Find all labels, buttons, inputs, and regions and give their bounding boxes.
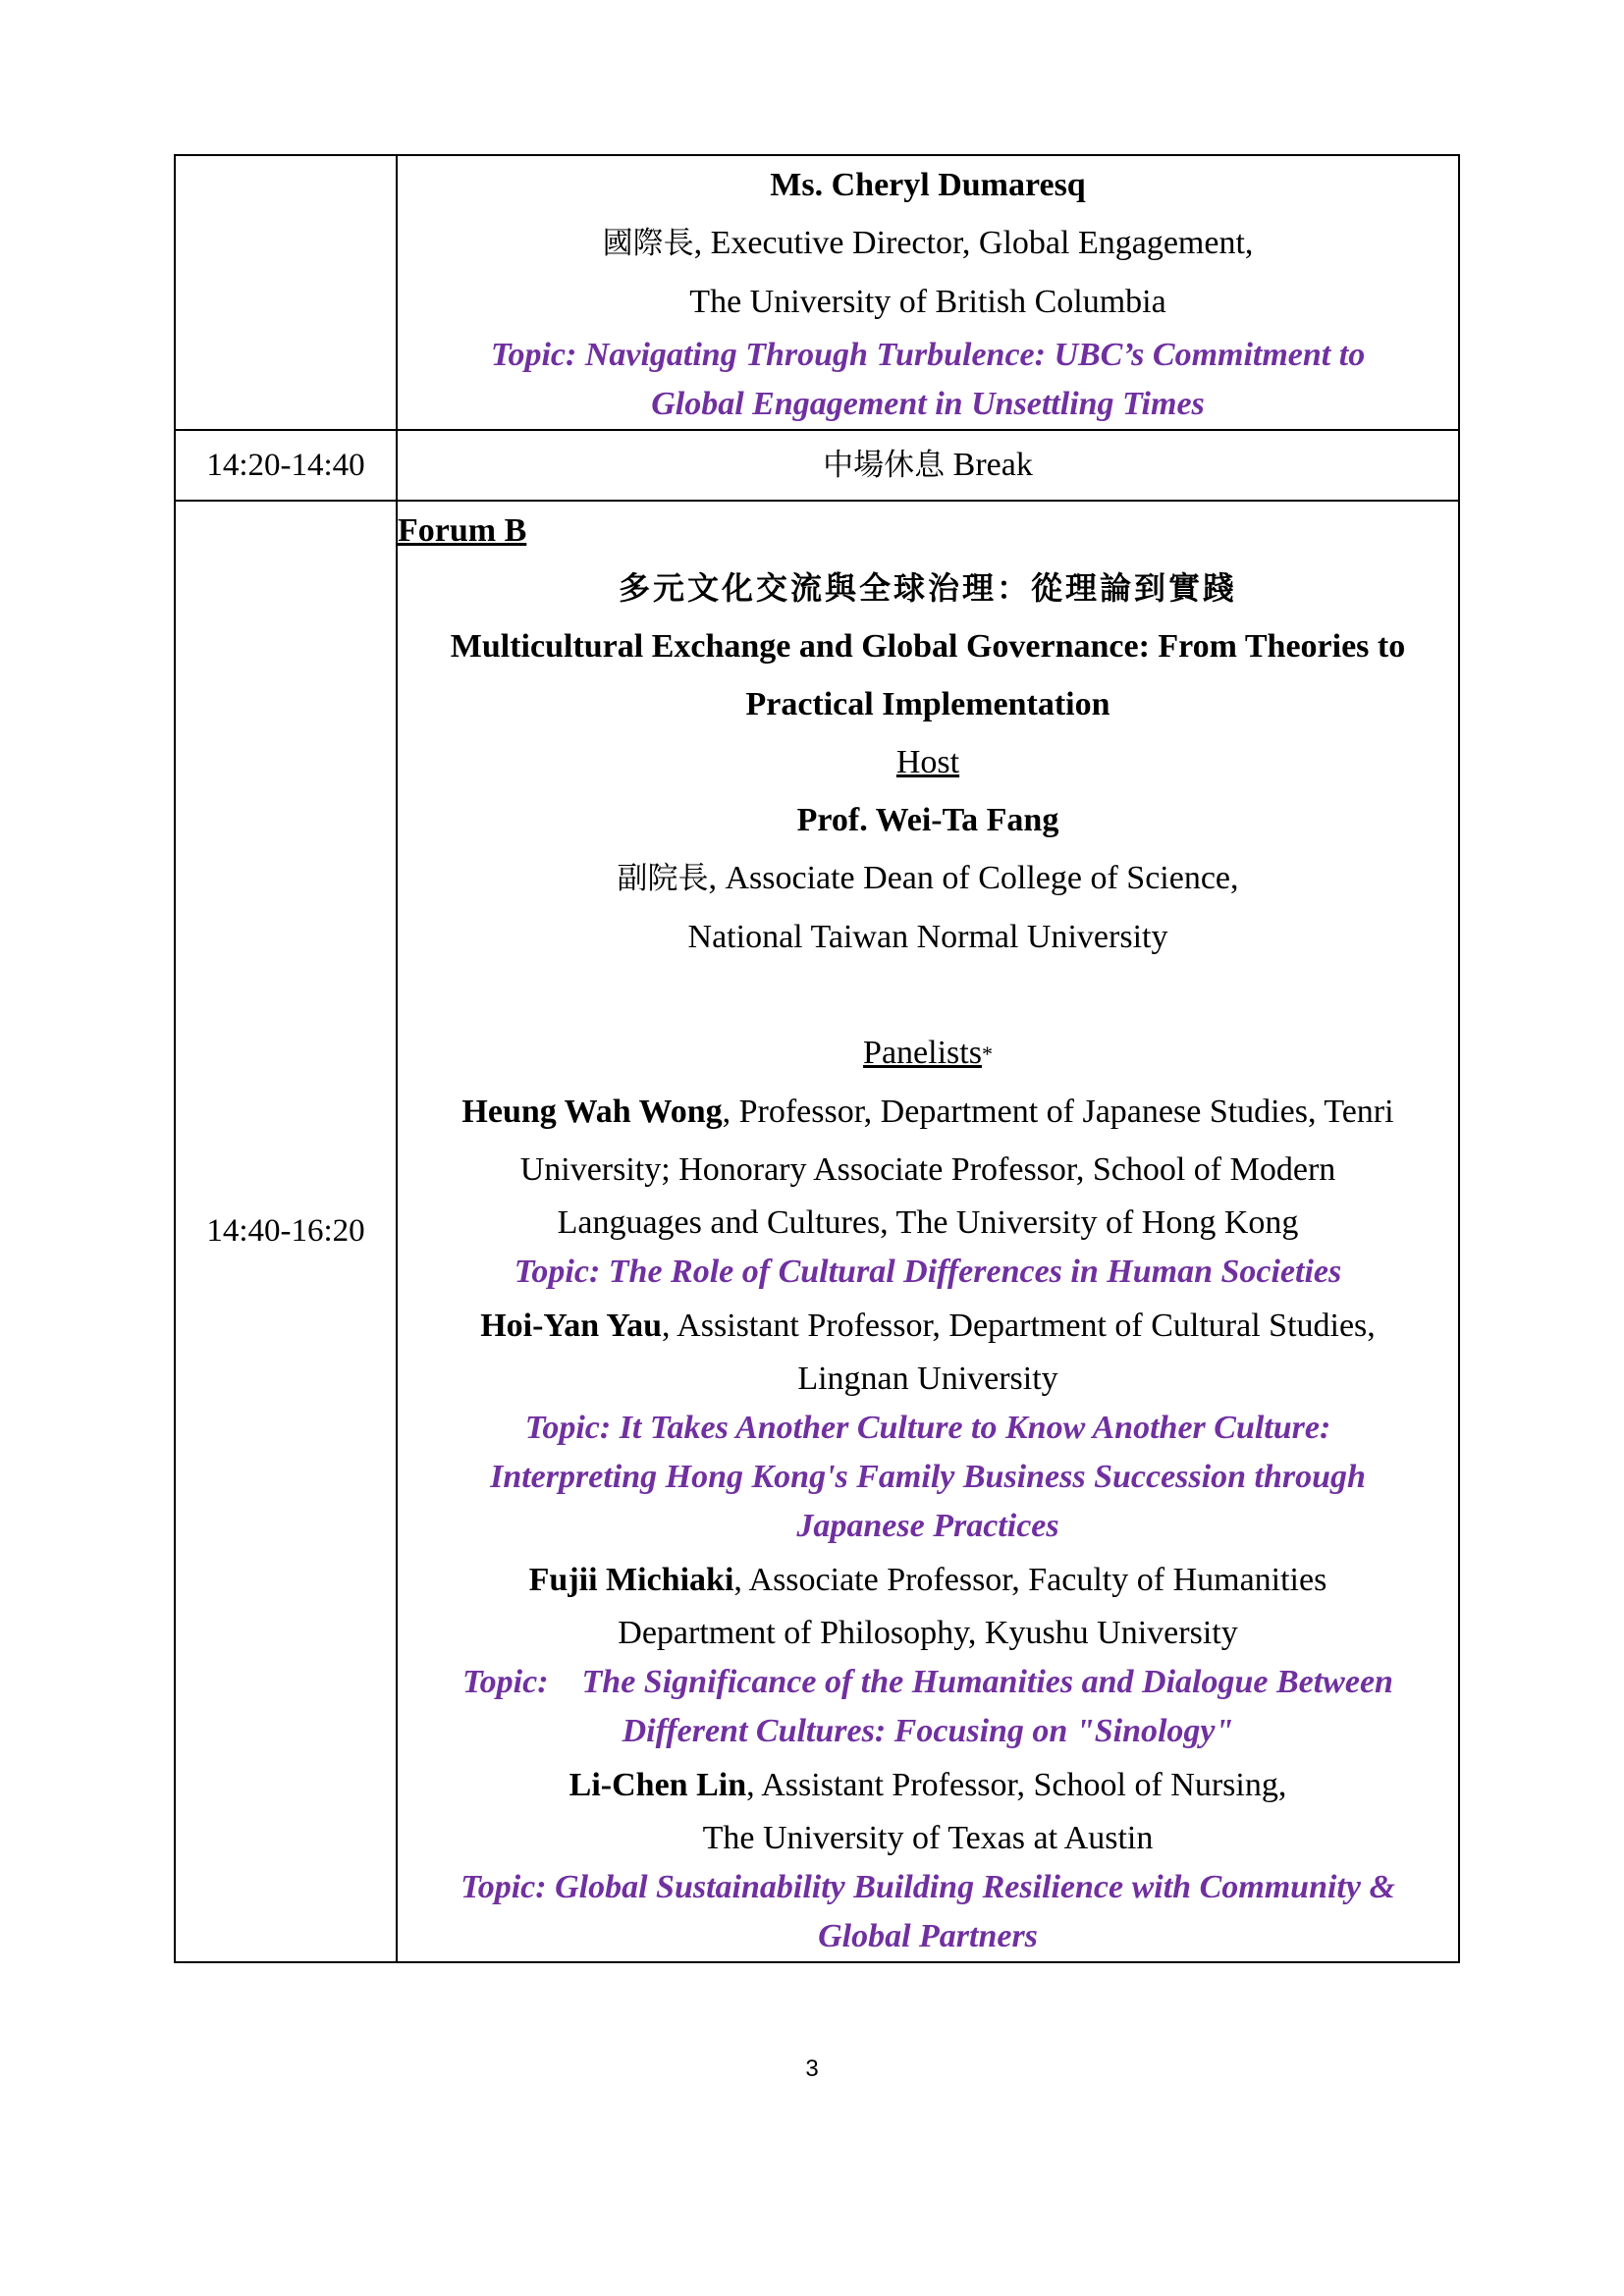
schedule-row-break: [175, 430, 1459, 501]
forum-title-zh: 多元文化交流與全球治理：從理論到實踐: [618, 569, 1237, 607]
forum-title-en: Practical Implementation: [745, 686, 1110, 722]
page-number: 3: [805, 2056, 819, 2082]
panelist-topic: Topic: Global Sustainability Building Resilience with Community &: [460, 1869, 1395, 1905]
panelist-affiliation: University; Honorary Associate Professor, School of Modern: [519, 1151, 1336, 1188]
session-cell-forum-b: [397, 501, 1459, 1962]
speaker-title-en: , Executive Director, Global Engagement,: [693, 225, 1254, 261]
panelist-affiliation: , Professor, Department of Japanese Studies, Tenri: [722, 1094, 1394, 1130]
panelist-affiliation: Department of Philosophy, Kyushu University: [618, 1615, 1238, 1651]
panelists-mark: *: [981, 1041, 993, 1066]
panelist-line: [398, 1297, 1458, 1355]
topic-line: Topic: Navigating Through Turbulence: UBC’s Commitment to: [490, 337, 1366, 373]
break-label-zh: 中場休息: [823, 448, 946, 483]
time-cell-empty: [175, 155, 397, 430]
speaker-title: [398, 214, 1458, 273]
panelist-line: [398, 1551, 1458, 1609]
host-heading: Host: [895, 744, 960, 780]
panelist-affiliation: , Assistant Professor, Department of Cultural Studies,: [662, 1308, 1376, 1344]
panelist-affiliation: Languages and Cultures, The University of Hong Kong: [557, 1204, 1299, 1241]
host-name: Prof. Wei-Ta Fang: [796, 802, 1059, 838]
panelist-topic: Topic: It Takes Another Culture to Know Another Culture:: [524, 1410, 1331, 1446]
panelist-affiliation: , Associate Professor, Faculty of Humanities: [733, 1562, 1327, 1598]
panelist-name: Li-Chen Lin: [568, 1767, 747, 1803]
schedule-row-forum-b: [175, 501, 1459, 1962]
panelist-topic: Topic: The Role of Cultural Differences in Human Societies: [514, 1254, 1342, 1290]
panelist-affiliation: Lingnan University: [797, 1361, 1058, 1397]
panelist-affiliation: The University of Texas at Austin: [702, 1820, 1154, 1856]
break-label: [397, 430, 1459, 501]
break-label-en: Break: [945, 447, 1033, 483]
panelist-name: Heung Wah Wong: [461, 1094, 723, 1130]
panelist-line: [398, 1756, 1458, 1814]
panelist-affiliation: , Assistant Professor, School of Nursing,: [746, 1767, 1287, 1803]
panelist-name: Fujii Michiaki: [528, 1562, 734, 1598]
panelist-topic: Different Cultures: Focusing on "Sinology": [622, 1713, 1234, 1749]
schedule-table: [174, 154, 1460, 1963]
panelists-heading-text: Panelists: [863, 1035, 982, 1071]
schedule-row-continued: [175, 155, 1459, 430]
topic-line: Global Engagement in Unsettling Times: [651, 386, 1205, 422]
break-time: 14:20-14:40: [175, 430, 397, 501]
speaker-title-zh: 國際長: [602, 226, 694, 261]
panelist-topic: Interpreting Hong Kong's Family Business Succession through: [490, 1459, 1366, 1495]
spacer: [398, 966, 1458, 1024]
panelist-line: [398, 1083, 1458, 1141]
panelist-name: Hoi-Yan Yau: [480, 1308, 663, 1344]
panelist-topic: Topic: The Significance of the Humanities and Dialogue Between: [462, 1664, 1393, 1700]
host-affiliation: National Taiwan Normal University: [687, 919, 1168, 955]
host-title: [398, 849, 1458, 908]
host-title-en: , Associate Dean of College of Science,: [708, 860, 1239, 896]
speaker-affiliation: The University of British Columbia: [689, 284, 1166, 320]
panelist-topic: Global Partners: [818, 1918, 1038, 1954]
panelist-topic: Japanese Practices: [796, 1508, 1059, 1544]
panelists-heading: [398, 1024, 1458, 1083]
speaker-name: Ms. Cheryl Dumaresq: [770, 167, 1086, 203]
forum-time: 14:40-16:20: [175, 501, 397, 1962]
session-cell-continued: [397, 155, 1459, 430]
forum-label: Forum B: [398, 512, 527, 549]
forum-title-en: Multicultural Exchange and Global Governance: From Theories to: [450, 628, 1406, 665]
host-title-zh: 副院長: [617, 861, 709, 896]
